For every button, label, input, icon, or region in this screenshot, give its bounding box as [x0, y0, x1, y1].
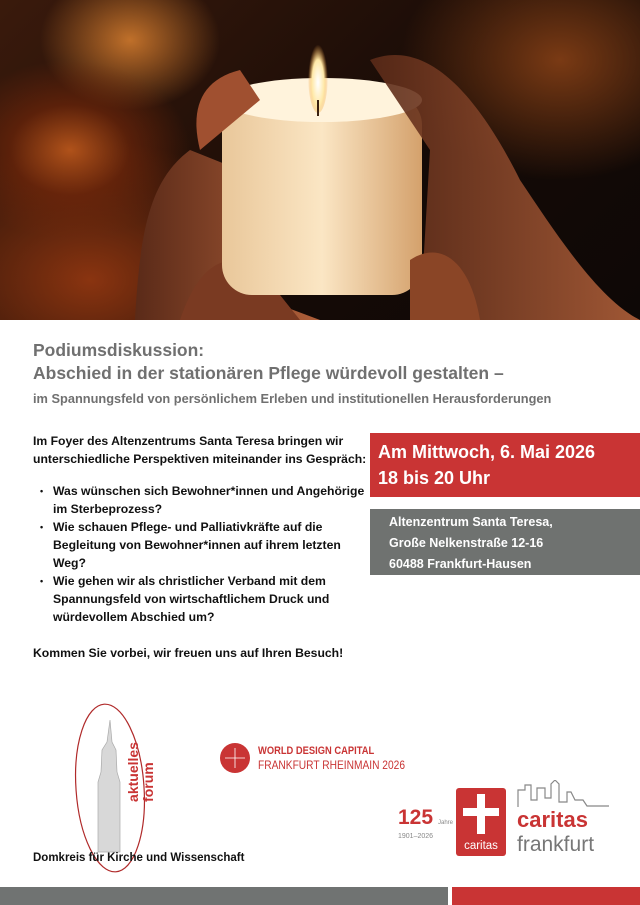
caritas-flame-cross-icon	[456, 788, 506, 838]
event-kicker: Podiumsdiskussion:	[33, 340, 205, 360]
candle-hands-illustration	[0, 0, 640, 320]
caritas-city: frankfurt	[517, 833, 595, 856]
wdc-line2: FRANKFURT RHEINMAIN 2026	[258, 758, 405, 772]
caritas-badge	[456, 788, 506, 856]
forum-caption: Domkreis für Kirche und Wissenschaft	[33, 852, 245, 864]
world-design-capital-logo	[220, 743, 431, 773]
caritas-name: caritas	[517, 807, 588, 832]
wdc-cross-circle-icon	[220, 743, 250, 773]
caritas-badge-text: caritas	[464, 840, 498, 852]
list-item: • Was wünschen sich Bewohner*innen und Angehörige im Sterbeprozess?	[53, 482, 368, 518]
caritas-years-label: Jahre	[438, 820, 454, 826]
closing-text: Kommen Sie vorbei, wir freuen uns auf Ihren Besuch!	[33, 646, 344, 660]
intro-text: Im Foyer des Altenzentrums Santa Teresa bringen wir unterschiedliche Perspektiven miteinander ins Gespräch:	[33, 434, 367, 466]
caritas-frankfurt-logo	[398, 780, 615, 860]
event-time: 18 bis 20 Uhr	[378, 468, 491, 488]
event-date: Am Mittwoch, 6. Mai 2026	[378, 442, 596, 462]
footer-bar-gray	[0, 887, 448, 905]
question-list	[53, 482, 368, 626]
list-item: • Wie schauen Pflege- und Palliativkräfte auf die Begleitung von Bewohner*innen auf ihrem letzten Weg?	[53, 518, 368, 572]
skyline-icon	[517, 780, 610, 808]
venue-city: 60488 Frankfurt-Hausen	[389, 557, 532, 571]
forum-line2: forum	[140, 762, 156, 802]
wdc-line1: WORLD DESIGN CAPITAL	[258, 745, 375, 757]
list-item: • Wie gehen wir als christlicher Verband mit dem Spannungsfeld von wirtschaftlichem Druck und würdevollem Abschied um?	[53, 572, 368, 626]
venue-street: Große Nelkenstraße 12-16	[389, 536, 544, 550]
footer-bar-red	[452, 887, 640, 905]
caritas-years: 125	[398, 806, 434, 829]
venue-name: Altenzentrum Santa Teresa,	[389, 515, 553, 529]
candle-photo	[0, 0, 640, 320]
aktuelles-forum-logo-text	[126, 742, 156, 802]
event-title: Abschied in der stationären Pflege würdevoll gestalten –	[33, 363, 504, 383]
forum-line1: aktuelles	[125, 742, 141, 802]
caritas-range: 1901–2026	[398, 833, 434, 840]
event-description	[33, 432, 368, 662]
venue-box	[370, 509, 640, 575]
event-subtitle: im Spannungsfeld von persönlichem Erleben und institutionellen Herausforderungen	[33, 391, 552, 406]
date-box	[370, 433, 640, 497]
